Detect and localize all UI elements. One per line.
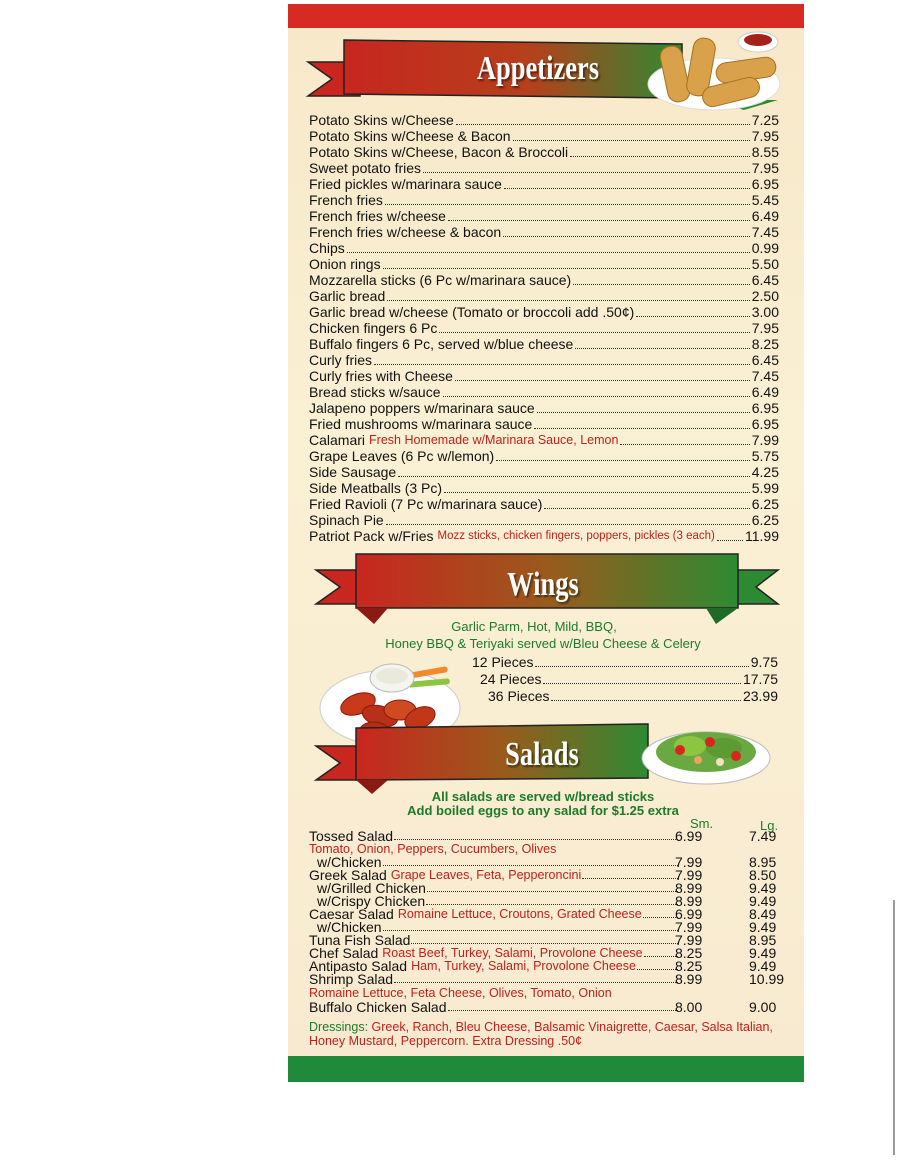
salad-row: Tossed Salad 6.99 7.49 (309, 828, 777, 844)
col-small-header: Sm. (690, 816, 714, 831)
menu-item: Garlic bread 2.50 (309, 288, 779, 304)
salad-row: Antipasto Salad Ham, Turkey, Salami, Provolone Cheese 8.25 9.49 (309, 958, 777, 974)
menu-item: Curly fries 6.45 (309, 352, 779, 368)
menu-item: Chicken fingers 6 Pc 7.95 (309, 320, 779, 336)
menu-item: Jalapeno poppers w/marinara sauce 6.95 (309, 400, 779, 416)
menu-item: Fried mushrooms w/marinara sauce 6.95 (309, 416, 779, 432)
menu-item: Potato Skins w/Cheese & Bacon 7.95 (309, 128, 779, 144)
menu-item: Garlic bread w/cheese (Tomato or broccoli add .50¢) 3.00 (309, 304, 779, 320)
menu-item: Potato Skins w/Cheese 7.25 (309, 112, 779, 128)
menu-item: Fried Ravioli (7 Pc w/marinara sauce) 6.25 (309, 496, 779, 512)
col-large-header: Lg. (760, 818, 779, 833)
menu-item: Grape Leaves (6 Pc w/lemon) 5.75 (309, 448, 779, 464)
wings-flavors-line2: Honey BBQ & Teriyaki served w/Bleu Cheese & Celery (385, 636, 701, 651)
wing-size-row: 24 Pieces 17.75 (480, 671, 778, 687)
menu-item: Side Sausage 4.25 (309, 464, 779, 480)
salad-row: w/Crispy Chicken 8.99 9.49 (317, 893, 777, 909)
salad-row: w/Grilled Chicken 8.99 9.49 (317, 880, 777, 896)
menu-panel (288, 4, 804, 1082)
menu-item: Chips 0.99 (309, 240, 779, 256)
salads-note-eggs: Add boiled eggs to any salad for $1.25 extra (407, 803, 679, 818)
top-red-bar (288, 4, 804, 28)
salad-row: Tuna Fish Salad 7.99 8.95 (309, 932, 777, 948)
salad-row: Greek Salad Grape Leaves, Feta, Pepperoncini 7.99 8.50 (309, 867, 777, 883)
menu-item: French fries w/cheese & bacon 7.45 (309, 224, 779, 240)
scan-page-edge (893, 900, 895, 1155)
menu-item: Bread sticks w/sauce 6.49 (309, 384, 779, 400)
tossed-salad-desc: Tomato, Onion, Peppers, Cucumbers, Olives (309, 842, 557, 856)
appetizers-title: Appetizers (476, 50, 600, 87)
menu-item: Side Meatballs (3 Pc) 5.99 (309, 480, 779, 496)
wings-title: Wings (507, 566, 579, 603)
menu-item: Patriot Pack w/Fries Mozz sticks, chicken fingers, poppers, pickles (3 each) 11.99 (309, 528, 779, 544)
salad-row: Caesar Salad Romaine Lettuce, Croutons, Grated Cheese 6.99 8.49 (309, 906, 777, 922)
menu-item: Curly fries with Cheese 7.45 (309, 368, 779, 384)
mozzarella-sticks-image (644, 26, 794, 114)
menu-item: Sweet potato fries 7.95 (309, 160, 779, 176)
menu-item: Buffalo fingers 6 Pc, served w/blue cheese 8.25 (309, 336, 779, 352)
menu-item: Calamari Fresh Homemade w/Marinara Sauce, Lemon 7.99 (309, 432, 779, 448)
menu-item: Potato Skins w/Cheese, Bacon & Broccoli 8.55 (309, 144, 779, 160)
menu-item: Mozzarella sticks (6 Pc w/marinara sauce) 6.45 (309, 272, 779, 288)
wing-size-row: 36 Pieces 23.99 (488, 688, 778, 704)
bottom-green-bar (288, 1056, 804, 1082)
wings-flavors-line1: Garlic Parm, Hot, Mild, BBQ, (451, 619, 617, 634)
menu-item: Spinach Pie 6.25 (309, 512, 779, 528)
menu-item: French fries w/cheese 6.49 (309, 208, 779, 224)
buffalo-salad-desc: Romaine Lettuce, Feta Cheese, Olives, Tomato, Onion (309, 986, 612, 1000)
salad-row: w/Chicken 7.99 8.95 (317, 854, 777, 870)
menu-item: Fried pickles w/marinara sauce 6.95 (309, 176, 779, 192)
salad-row: Chef Salad Roast Beef, Turkey, Salami, Provolone Cheese 8.25 9.49 (309, 945, 777, 961)
salad-image (640, 716, 774, 786)
menu-item: Onion rings 5.50 (309, 256, 779, 272)
menu-item: French fries 5.45 (309, 192, 779, 208)
salads-note-bread: All salads are served w/bread sticks (431, 789, 655, 804)
salad-row: Buffalo Chicken Salad 8.00 9.00 (309, 999, 777, 1015)
dressings-note: Dressings: Greek, Ranch, Bleu Cheese, Balsamic Vinaigrette, Caesar, Salsa Italian, Honey Mustard, Peppercorn. Extra Dressing .50¢ (309, 1020, 773, 1048)
salads-title: Salads (505, 736, 579, 773)
salad-row: Shrimp Salad 8.99 10.99 (309, 971, 785, 987)
wing-size-row: 12 Pieces 9.75 (472, 654, 778, 670)
salad-row: w/Chicken 7.99 9.49 (317, 919, 777, 935)
